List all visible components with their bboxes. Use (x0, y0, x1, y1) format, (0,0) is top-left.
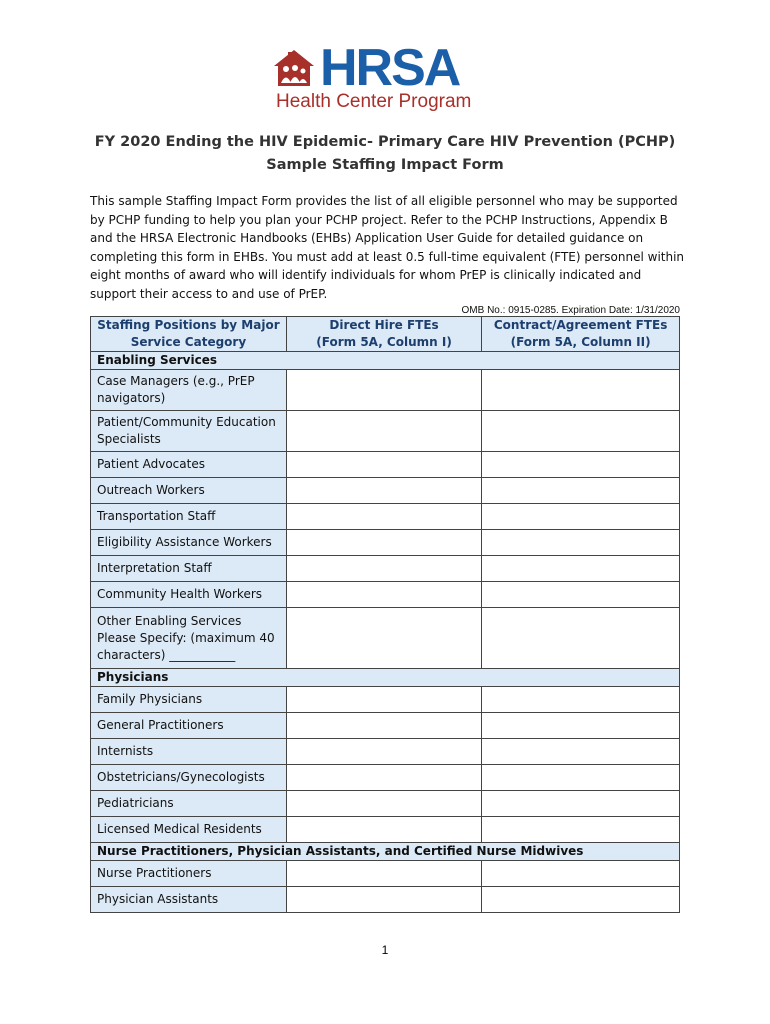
direct-hire-fte-cell[interactable] (286, 765, 481, 791)
position-label (91, 370, 287, 411)
section-title: Physicians (91, 669, 680, 687)
contract-fte-cell[interactable] (482, 739, 680, 765)
contract-fte-cell[interactable] (482, 687, 680, 713)
direct-hire-fte-cell[interactable] (286, 478, 481, 504)
position-label: Nurse Practitioners (91, 861, 287, 887)
position-label: Community Health Workers (91, 582, 287, 608)
label-line: navigators) (97, 391, 166, 405)
table-row (91, 713, 680, 739)
header-line: Staffing Positions by Major (97, 318, 280, 332)
position-label: Pediatricians (91, 791, 287, 817)
label-line: Specialists (97, 432, 161, 446)
direct-hire-fte-cell[interactable] (286, 887, 481, 913)
table-row (91, 478, 680, 504)
section-header-row (91, 843, 680, 861)
page-number: 1 (381, 943, 389, 957)
position-label: Obstetricians/Gynecologists (91, 765, 287, 791)
document-title: FY 2020 Ending the HIV Epidemic- Primary Care HIV Prevention (PCHP) (94, 134, 676, 150)
position-label: Licensed Medical Residents (91, 817, 287, 843)
table-row (91, 530, 680, 556)
position-label: Transportation Staff (91, 504, 287, 530)
position-label: Interpretation Staff (91, 556, 287, 582)
table-row (91, 887, 680, 913)
label-line: Case Managers (e.g., PrEP (97, 374, 255, 388)
direct-hire-fte-cell[interactable] (286, 791, 481, 817)
table-row (91, 765, 680, 791)
header-direct-hire (286, 317, 481, 352)
table-row (91, 411, 680, 452)
header-contract (482, 317, 680, 352)
direct-hire-fte-cell[interactable] (286, 411, 481, 452)
table-header-row (91, 317, 680, 352)
direct-hire-fte-cell[interactable] (286, 861, 481, 887)
omb-notice: OMB No.: 0915-0285. Expiration Date: 1/31/2020 (461, 305, 680, 316)
intro-paragraph: This sample Staffing Impact Form provides the list of all eligible personnel who may be supported by PCHP funding to help you plan your PCHP project. Refer to the PCHP Instructions, Appendix B and the HRSA Electronic Handbooks (EHBs) Application User Guide for detailed guidance on completing this form in EHBs. You must add at least 0.5 full-time equivalent (FTE) personnel within eight months of award who will identify individuals for whom PrEP is clinically indicated and support their access to and use of PrEP. (90, 194, 685, 301)
direct-hire-fte-cell[interactable] (286, 687, 481, 713)
position-label: Patient Advocates (91, 452, 287, 478)
section-header-row (91, 669, 680, 687)
direct-hire-fte-cell[interactable] (286, 556, 481, 582)
house-family-icon (272, 48, 316, 88)
position-label: Family Physicians (91, 687, 287, 713)
contract-fte-cell[interactable] (482, 530, 680, 556)
header-line: Direct Hire FTEs (329, 318, 439, 332)
header-line: (Form 5A, Column II) (510, 335, 651, 349)
table-row (91, 687, 680, 713)
direct-hire-fte-cell[interactable] (286, 370, 481, 411)
direct-hire-fte-cell[interactable] (286, 817, 481, 843)
position-label: Outreach Workers (91, 478, 287, 504)
contract-fte-cell[interactable] (482, 370, 680, 411)
table-row (91, 582, 680, 608)
contract-fte-cell[interactable] (482, 713, 680, 739)
position-label: Physician Assistants (91, 887, 287, 913)
hrsa-logo (270, 39, 500, 116)
table-row (91, 861, 680, 887)
header-line: Service Category (130, 335, 247, 349)
logo-letters: HRSA (320, 39, 460, 97)
position-label: General Practitioners (91, 713, 287, 739)
direct-hire-fte-cell[interactable] (286, 530, 481, 556)
table-row (91, 504, 680, 530)
contract-fte-cell[interactable] (482, 582, 680, 608)
position-label: Internists (91, 739, 287, 765)
contract-fte-cell[interactable] (482, 791, 680, 817)
direct-hire-fte-cell[interactable] (286, 608, 481, 669)
position-label: Eligibility Assistance Workers (91, 530, 287, 556)
header-staffing-positions (91, 317, 287, 352)
label-line: Other Enabling Services (97, 613, 242, 628)
table-row (91, 452, 680, 478)
direct-hire-fte-cell[interactable] (286, 739, 481, 765)
table-row (91, 608, 680, 669)
contract-fte-cell[interactable] (482, 504, 680, 530)
section-title: Nurse Practitioners, Physician Assistants, and Certified Nurse Midwives (91, 843, 680, 861)
direct-hire-fte-cell[interactable] (286, 504, 481, 530)
header-line: Contract/Agreement FTEs (493, 318, 668, 332)
contract-fte-cell[interactable] (482, 556, 680, 582)
staffing-table (90, 316, 680, 913)
table-row (91, 556, 680, 582)
section-header-row (91, 352, 680, 370)
table-row (91, 791, 680, 817)
contract-fte-cell[interactable] (482, 411, 680, 452)
contract-fte-cell[interactable] (482, 608, 680, 669)
direct-hire-fte-cell[interactable] (286, 582, 481, 608)
section-title: Enabling Services (91, 352, 680, 370)
logo-subtitle: Health Center Program (276, 91, 472, 112)
contract-fte-cell[interactable] (482, 765, 680, 791)
table-row (91, 739, 680, 765)
position-label (91, 411, 287, 452)
label-line: Patient/Community Education (97, 415, 276, 429)
header-line: (Form 5A, Column I) (316, 335, 452, 349)
label-line: characters) ___________ (97, 647, 236, 662)
contract-fte-cell[interactable] (482, 452, 680, 478)
direct-hire-fte-cell[interactable] (286, 713, 481, 739)
contract-fte-cell[interactable] (482, 887, 680, 913)
table-row (91, 370, 680, 411)
document-subtitle: Sample Staffing Impact Form (266, 157, 504, 173)
direct-hire-fte-cell[interactable] (286, 452, 481, 478)
label-line: Please Specify: (maximum 40 (97, 630, 275, 645)
position-label (91, 608, 287, 669)
contract-fte-cell[interactable] (482, 861, 680, 887)
table-row (91, 817, 680, 843)
contract-fte-cell[interactable] (482, 478, 680, 504)
contract-fte-cell[interactable] (482, 817, 680, 843)
